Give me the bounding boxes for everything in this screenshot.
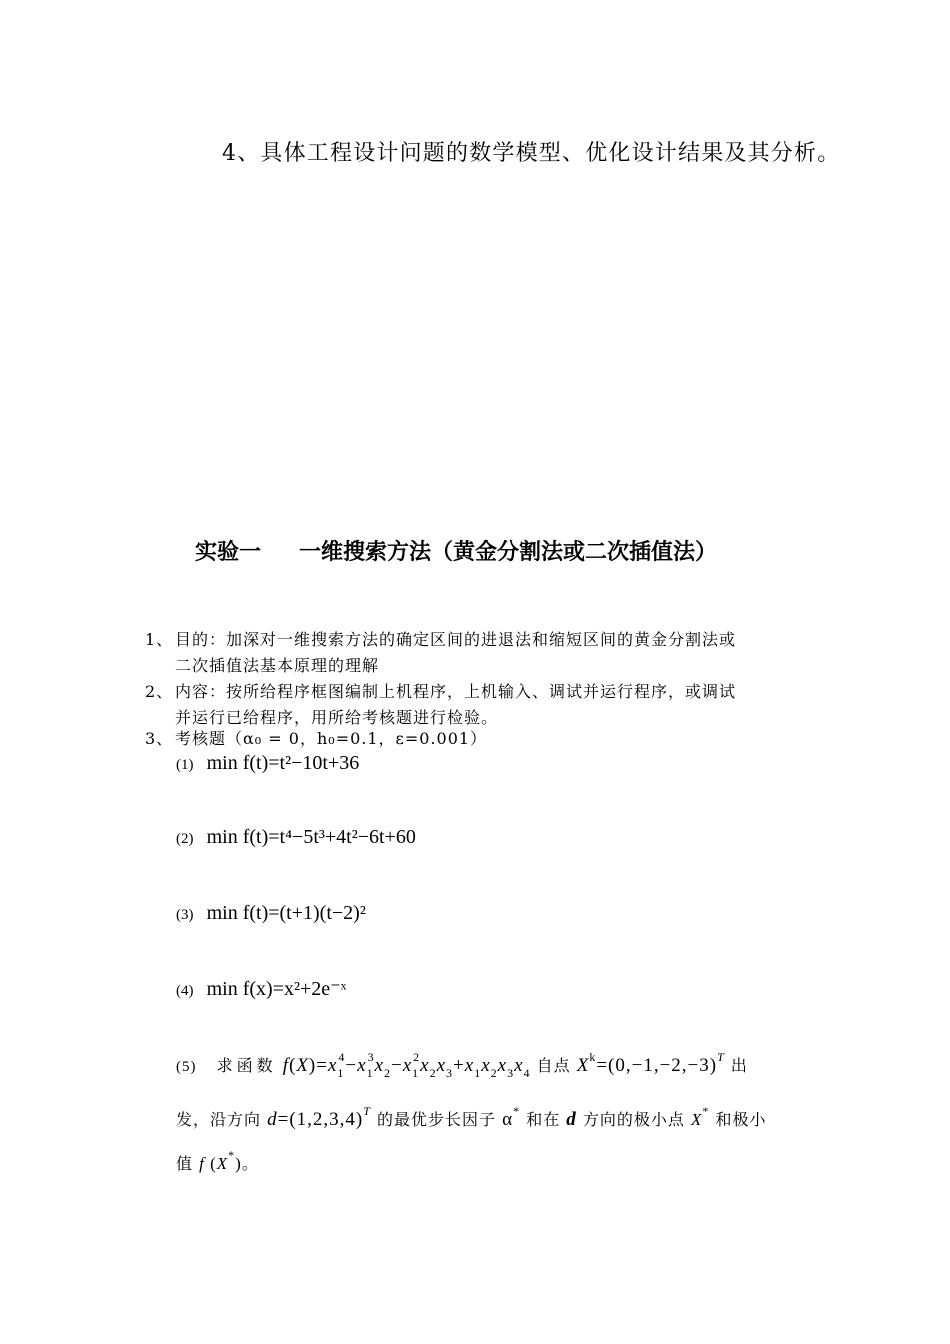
- p5-text: 。: [241, 1154, 259, 1173]
- title-left: 实验一: [195, 540, 262, 565]
- p5-text: 发，沿方向: [176, 1110, 262, 1129]
- list-item-cont: 并运行已给程序，用所给考核题进行检验。: [175, 708, 499, 727]
- x-star-symbol: X*: [691, 1104, 710, 1129]
- title-right: 一维搜索方法（黄金分割法或二次插值法）: [299, 540, 718, 565]
- item-text: 内容：按所给程序框图编制上机程序，上机输入、调试并运行程序，或调试: [175, 682, 737, 701]
- problem-label: (5): [176, 1059, 197, 1075]
- p5-text: 出: [730, 1056, 748, 1075]
- problem-5-line-1: [176, 1050, 748, 1080]
- problem-label: (1): [176, 757, 194, 773]
- problem-3: [176, 902, 366, 925]
- problem-expression: min f(x)=x²+2e⁻ˣ: [206, 978, 347, 1000]
- d-symbol: d: [566, 1109, 577, 1130]
- p5-text: 值: [176, 1154, 194, 1173]
- problem-5-line-3: [176, 1148, 259, 1174]
- list-item: [145, 627, 736, 650]
- item-text: 考核题（α₀ = 0，h₀=0.1，ε=0.001）: [175, 729, 488, 748]
- problem-expression: min f(t)=(t+1)(t−2)²: [206, 902, 366, 924]
- problem-label: (3): [176, 907, 194, 923]
- problem-4: [176, 976, 346, 1001]
- p5-text: 和在: [526, 1110, 561, 1129]
- section-heading-4: 4、具体工程设计问题的数学模型、优化设计结果及其分析。: [222, 141, 841, 166]
- item-number: 3、: [145, 729, 174, 748]
- experiment-title: [195, 535, 717, 566]
- f-x-star: f (X*): [199, 1148, 242, 1173]
- item-text: 目的：加深对一维搜索方法的确定区间的进退法和缩短区间的黄金分割法或: [175, 630, 737, 649]
- p5-direction: $d=(1,2,3,4)^T$: [267, 1104, 371, 1130]
- list-item: [145, 726, 487, 749]
- p5-text: 方向的极小点: [582, 1110, 685, 1129]
- p5-function: $f(X)=x_1^4-x_1^3x_2-x_1^2x_2x_3+x_1x_2x_3x_4$: [282, 1050, 531, 1080]
- p5-start-point: $X^k=(0,-1,-2,-3)^T$: [576, 1050, 725, 1076]
- problem-expression: min f(t)=t²−10t+36: [206, 752, 360, 774]
- alpha-star-symbol: α*: [502, 1104, 521, 1130]
- item-number: 2、: [145, 682, 174, 701]
- problem-1: [176, 752, 359, 775]
- p5-text: 的最优步长因子: [377, 1110, 497, 1129]
- problem-expression: min f(t)=t⁴−5t³+4t²−6t+60: [206, 826, 416, 848]
- problem-label: (2): [176, 831, 194, 847]
- item-number: 1、: [145, 630, 174, 649]
- list-item: [145, 679, 736, 702]
- problem-label: (4): [176, 983, 194, 999]
- p5-text: 自点: [536, 1056, 571, 1075]
- p5-text: 和极小: [715, 1110, 767, 1129]
- problem-2: [176, 826, 416, 849]
- list-item-cont: 二次插值法基本原理的理解: [175, 656, 380, 675]
- problem-5-line-2: [176, 1104, 767, 1131]
- p5-text: 求函数: [216, 1056, 277, 1075]
